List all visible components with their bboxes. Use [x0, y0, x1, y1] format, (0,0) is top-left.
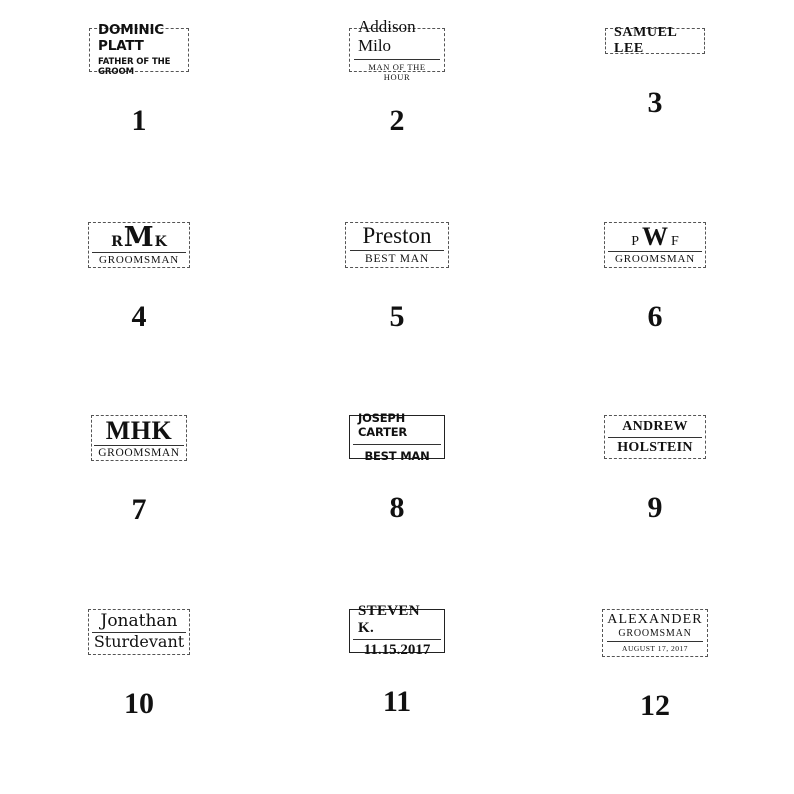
- monogram: [111, 221, 167, 253]
- option-number: 2: [389, 104, 405, 137]
- stamp-option-10[interactable]: [10, 595, 268, 789]
- monogram: [631, 224, 679, 250]
- stamp-option-4[interactable]: [10, 208, 268, 402]
- stamp-preview-12[interactable]: [602, 609, 708, 657]
- option-number: 10: [124, 686, 154, 720]
- stamp-option-6[interactable]: [526, 208, 784, 402]
- stamp-line-3: AUGUST 17, 2017: [607, 641, 703, 653]
- stamp-preview-11[interactable]: [349, 602, 445, 658]
- stamp-line-2: GROOMSMAN: [94, 445, 184, 459]
- stamp-line-2: FATHER OF THE GROOM: [98, 56, 171, 77]
- monogram-center: M: [123, 221, 154, 253]
- stamp-option-9[interactable]: [526, 401, 784, 595]
- stamp-line-2: GROOMSMAN: [618, 628, 692, 639]
- stamp-preview-10[interactable]: [88, 609, 190, 655]
- stamp-option-1[interactable]: [10, 14, 268, 208]
- option-number: 5: [389, 299, 405, 333]
- stamp-preview-1[interactable]: [89, 22, 189, 77]
- option-number: 12: [640, 688, 670, 722]
- option-number: 4: [131, 299, 147, 333]
- stamp-option-11[interactable]: [268, 595, 526, 789]
- stamp-option-3[interactable]: [526, 14, 784, 208]
- stamp-line-1: DOMINIC PLATT: [98, 22, 164, 54]
- stamp-line-1: JOSEPH CARTER: [358, 411, 408, 439]
- stamp-line-2: HOLSTEIN: [608, 437, 702, 456]
- stamp-line-1: MHK: [105, 415, 173, 445]
- stamp-line-2: 11.15.2017: [353, 639, 441, 659]
- stamp-preview-4[interactable]: [88, 222, 190, 268]
- stamp-line-1: SAMUEL LEE: [614, 25, 677, 56]
- stamp-preview-3[interactable]: [605, 25, 705, 56]
- stamp-line-1: Jonathan: [100, 610, 178, 631]
- stamp-line-1: Preston: [362, 222, 432, 248]
- stamp-line-2: GROOMSMAN: [608, 251, 702, 265]
- stamp-line-2: GROOMSMAN: [92, 252, 186, 266]
- stamp-option-12[interactable]: [526, 595, 784, 789]
- monogram-right: K: [154, 233, 167, 250]
- stamp-line-2: BEST MAN: [353, 444, 441, 463]
- stamp-preview-9[interactable]: [604, 415, 706, 459]
- stamp-line-2: MAN OF THE HOUR: [354, 59, 440, 82]
- option-number: 11: [382, 684, 412, 718]
- option-number: 3: [647, 86, 663, 119]
- option-number: 6: [647, 299, 663, 333]
- option-number: 8: [389, 491, 405, 524]
- monogram-left: P: [631, 234, 639, 249]
- stamp-line-1: STEVEN K.: [358, 602, 420, 636]
- stamp-line-1: ALEXANDER: [607, 612, 703, 627]
- stamp-line-1: Addison Milo: [358, 17, 416, 55]
- option-number: 7: [131, 493, 147, 526]
- stamp-preview-6[interactable]: [604, 222, 706, 268]
- stamp-preview-8[interactable]: [349, 411, 445, 463]
- stamp-preview-2[interactable]: [349, 17, 445, 82]
- stamp-option-2[interactable]: [268, 14, 526, 208]
- stamp-option-7[interactable]: [10, 401, 268, 595]
- option-number: 9: [647, 491, 663, 524]
- stamp-line-2: Sturdevant: [93, 631, 185, 651]
- stamp-line-2: BEST MAN: [350, 250, 444, 265]
- monogram-right: F: [671, 234, 679, 249]
- stamp-preview-5[interactable]: [345, 222, 449, 268]
- monogram-center: W: [642, 222, 668, 251]
- stamp-option-5[interactable]: [268, 208, 526, 402]
- stamp-preview-7[interactable]: [91, 415, 187, 461]
- stamp-line-1: ANDREW: [622, 418, 688, 434]
- option-number: 1: [131, 104, 147, 137]
- stamp-option-8[interactable]: [268, 401, 526, 595]
- monogram-left: R: [111, 233, 123, 250]
